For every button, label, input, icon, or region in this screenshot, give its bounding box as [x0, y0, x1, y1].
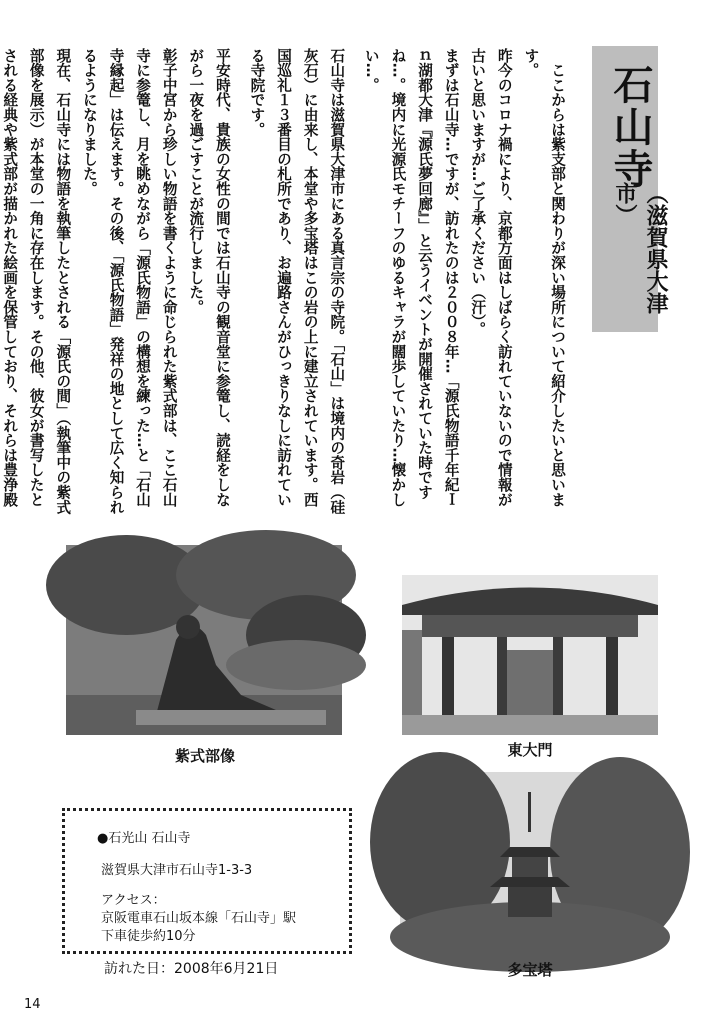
temple-address: 滋賀県大津市石山寺1-3-3: [101, 863, 253, 878]
statue-photo: [66, 545, 342, 735]
access-label: アクセス：: [101, 893, 166, 908]
pagoda-image: [400, 772, 658, 950]
paragraph-temple: 石山寺は滋賀県大津市にある真言宗の寺院。「石山」は境内の奇岩（硅灰石）に由来し、本堂や多宝塔はこの岩の上に建立されています。西国巡礼１３番目の札所であり、お遍路さんがひっきりなしに訪れている寺院です。: [248, 48, 346, 515]
gate-caption: 東大門: [507, 741, 553, 759]
paragraph-intro: ここからは紫支部と関わりが深い場所について紹介したいと思います。: [522, 48, 566, 507]
access-line-2: 下車徒歩約10分: [101, 929, 196, 944]
temple-name: ●石光山 石山寺: [97, 831, 191, 846]
title-box: [592, 46, 669, 332]
temple-info-box: [62, 808, 352, 954]
access-line-1: 京阪電車石山坂本線「石山寺」駅: [101, 911, 297, 926]
article-body: [1, 48, 570, 518]
paragraph-murasaki: 彰子中宮から珍しい物語を書くように命じられた紫式部は、ここ石山寺に参篭し、月を眺めながら「源氏物語」の構想を練った…と「石山寺縁起」は伝えます。その後、「源氏物語」発祥の地として広く知られるようになりました。: [80, 48, 178, 515]
gate-photo: [402, 575, 658, 735]
paragraph-visit: まずは石山寺…ですが、訪れたのは２００８年…「源氏物語千年紀Ｉｎ湖都大津『源氏夢回廊』」と云うイベントが開催されていた時ですね…。境内に光源氏モチーフのゆるキャラが闊歩していたり…懐かしい…。: [362, 48, 460, 507]
page-number: 14: [24, 997, 41, 1012]
visit-date: 訪れた日：2008年6月21日: [104, 961, 279, 977]
page-title: 石山寺: [607, 64, 654, 190]
pagoda-photo: [400, 772, 658, 950]
gate-image: [402, 575, 658, 735]
statue-caption: 紫式部像: [174, 747, 235, 765]
paragraph-heian: 平安時代、貴族の女性の間では石山寺の観音堂に参篭し、読経をしながら一夜を過ごすことが流行しました。: [187, 48, 231, 507]
paragraph-present: 現在、石山寺には物語を執筆したとされる「源氏の間」（執筆中の紫式部像を展示）が本堂の一角に存在します。その他、彼女が書写したとされる経典や紫式部が描かれた絵画を保管しており、それらは豊浄殿: [1, 48, 72, 515]
pagoda-caption: 多宝塔: [507, 961, 553, 979]
statue-image: [66, 545, 342, 735]
paragraph-intro-note: 昨今のコロナ禍により、京都方面はしばらく訪れていないので情報が古いと思いますが…ご了承ください（汗）。: [469, 48, 513, 507]
page-subtitle: （滋賀県大津市）: [612, 182, 669, 314]
